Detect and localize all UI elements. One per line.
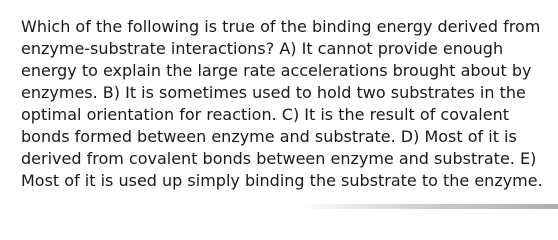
bottom-edge-shadow bbox=[300, 204, 558, 209]
question-text: Which of the following is true of the binding energy derived from enzyme-substrate interactions? A) It cannot provide enough energy to explain the large rate accelerations brought about by enzymes. B) It is sometimes used to hold two substrates in the optimal orientation for reaction. C) It is the result of covalent bonds formed between enzyme and substrate. D) Most of it is derived from covalent bonds between enzyme and substrate. E) Most of it is used up simply binding the substrate to the enzyme. bbox=[21, 17, 543, 190]
